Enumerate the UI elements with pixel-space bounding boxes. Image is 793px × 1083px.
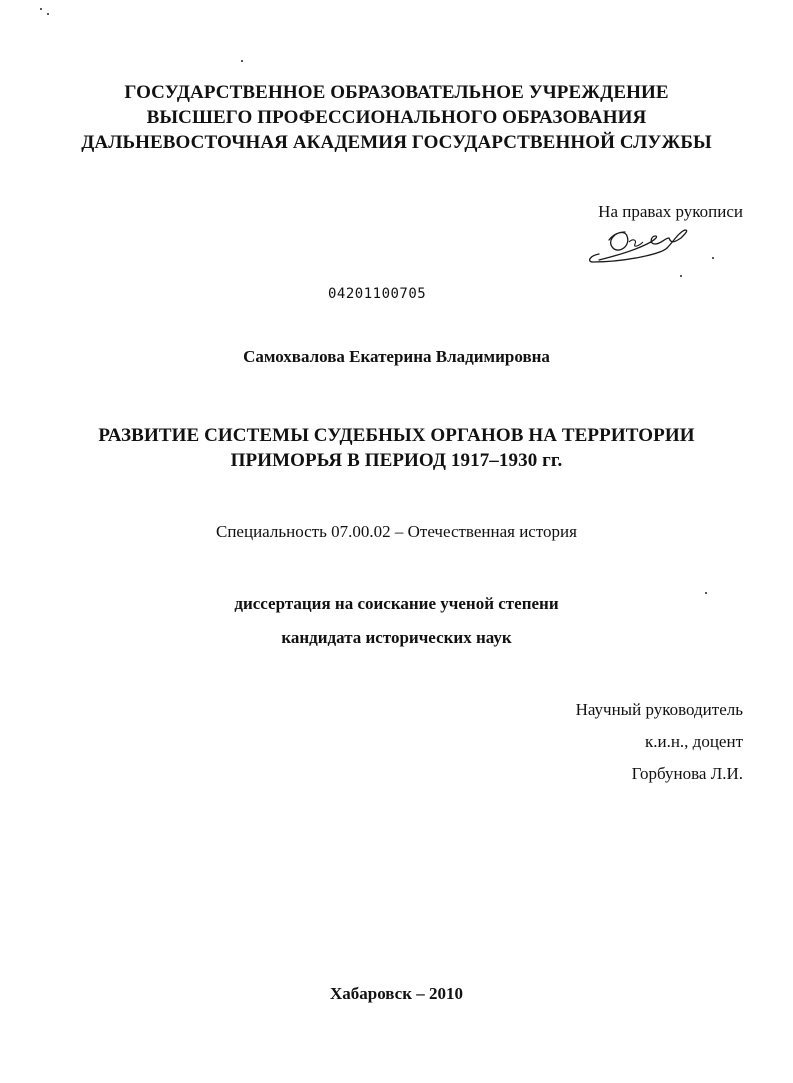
specialty: Специальность 07.00.02 – Отечественная история [216,522,577,541]
degree-line-1: диссертация на соискание ученой степени [234,594,559,613]
scan-speck [680,275,682,277]
manuscript-note: На правах рукописи [598,202,743,221]
supervisor-name: Горбунова Л.И. [631,764,743,783]
signature [585,218,695,266]
institution-line-1: ГОСУДАРСТВЕННОЕ ОБРАЗОВАТЕЛЬНОЕ УЧРЕЖДЕНИЕ [124,82,669,103]
supervisor-title: к.и.н., доцент [644,732,743,751]
degree-line-2: кандидата исторических наук [281,628,512,647]
author-name: Самохвалова Екатерина Владимировна [243,347,550,366]
supervisor-block [576,694,743,790]
dissertation-title-line-1: РАЗВИТИЕ СИСТЕМЫ СУДЕБНЫХ ОРГАНОВ НА ТЕРРИТОРИИ [98,425,695,446]
supervisor-label: Научный руководитель [575,700,743,719]
catalog-number: 04201100705 [328,286,427,302]
dissertation-title-line-2: ПРИМОРЬЯ В ПЕРИОД 1917–1930 гг. [230,450,563,471]
scan-speck [40,8,42,10]
scan-speck [241,60,243,62]
city-year: Хабаровск – 2010 [329,984,464,1003]
scan-speck [712,257,714,259]
institution-line-2: ВЫСШЕГО ПРОФЕССИОНАЛЬНОГО ОБРАЗОВАНИЯ [146,107,647,128]
scan-speck [47,13,49,15]
institution-line-3: ДАЛЬНЕВОСТОЧНАЯ АКАДЕМИЯ ГОСУДАРСТВЕННОЙ СЛУЖБЫ [81,132,712,153]
